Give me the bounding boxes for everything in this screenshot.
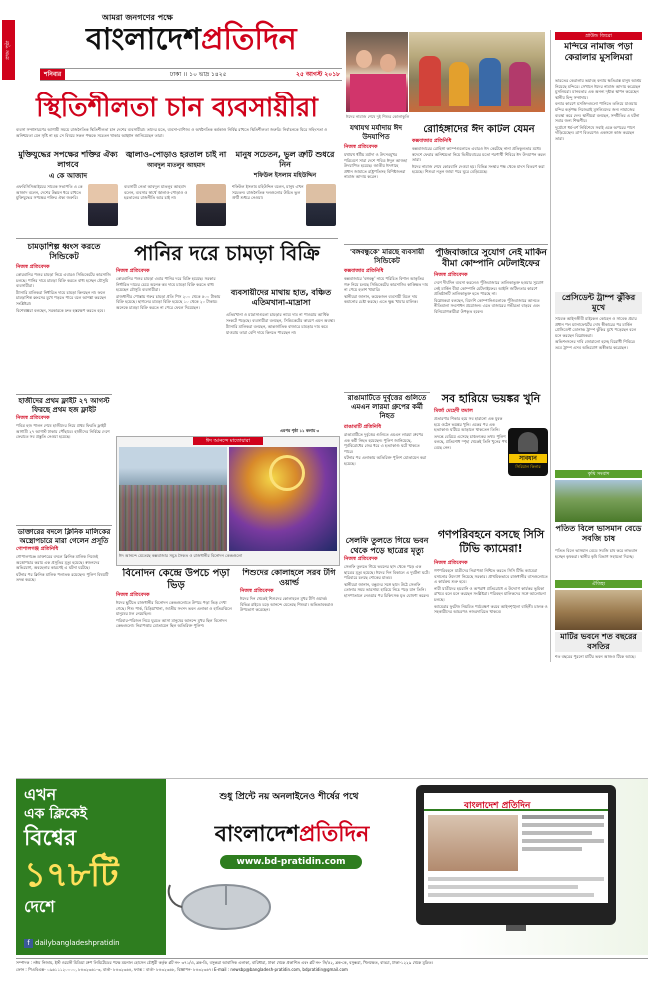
ad-line-5: দেশে (24, 897, 55, 916)
left-story-1-body: কোরবানির পশুর চামড়া নিয়ে এবারও সিন্ডিকেটের কারসাজি চলছে। পানির দামে চামড়া বিক্রি করতে বাধ্য হচ্ছেন মৌসুমি ব্যবসায়ীরা। ট্যানারি মালিকরা নির্ধারিত দামে চামড়া কিনছেন না। ফলে চামড়াশিল্প ধ্বংসের মুখে পড়তে পারে বলে আশঙ্কা করছেন সংশ্লিষ্টরা। বিশেষজ্ঞরা বলছেন, সরকারকে দ্রুত হস্তক্ষেপ করতে হবে। (16, 272, 111, 313)
dateline-bar (40, 68, 342, 81)
skin-body-right: এতিমখানা ও মাদ্রাসাগুলো চামড়ার ন্যায্য দাম না পাওয়ায় আর্থিক সংকটে পড়েছে। ব্যবসায়ীরা বলছেন, সিন্ডিকেটের কারণে এমন অবস্থা। ট্যানারি মালিকরা বলছেন, আন্তর্জাতিক বাজারে চামড়ার দাম কমে যাওয়ায় তারা বেশি দামে কিনতে পারছেন না। (226, 312, 335, 335)
oped-1-body: এফবিসিসিআইয়ের সাবেক সভাপতি এ কে আজাদ বলেন, দেশের উন্নয়ন ধরে রাখতে মুক্তিযুদ্ধের সপক্ষের শক্তির ঐক্য জরুরি। (16, 184, 83, 201)
ad-line-4: ১৭৮টি (24, 855, 119, 895)
rule-under-oped (16, 238, 338, 239)
right-story-4-body: শত বছরের পুরনো মাটির ভবন আজও টিকে আছে। (555, 654, 636, 659)
left-story-3-byline: গোপালগঞ্জ প্রতিনিধি (16, 546, 59, 552)
rule-mid-2 (344, 392, 430, 393)
right-story-3-title: পতিত বিলে ভাসমান বেডে সবজি চাষ (555, 524, 642, 543)
eid-girls-photo (346, 32, 408, 112)
oped-1-title: মুক্তিযুদ্ধের সপক্ষের শক্তির ঐক্য লাগবে (18, 150, 118, 169)
monitor-icon (416, 785, 616, 925)
bottom-story-3 (344, 536, 430, 772)
rohingya-photo (409, 32, 545, 112)
left-story-1-byline: নিজস্ব প্রতিবেদক (16, 264, 50, 270)
oped-3 (232, 150, 338, 238)
metlife-body: দেশে দীর্ঘদিন ব্যবসা করলেও পুঁজিবাজারে তালিকাভুক্ত হওয়ার সুযোগ নেই মার্কিন বীমা কোম্পানি মেটলাইফের। আইনি জটিলতার কারণে প্রতিষ্ঠানটি তালিকাভুক্ত হতে পারছে না। বিশ্লেষকরা বলছেন, বিদেশি কোম্পানিগুলোকে পুঁজিবাজারে আনতে নীতিমালা সংশোধন প্রয়োজন। এতে বাজারের গভীরতা বাড়বে এবং বিনিয়োগকারীরা উপকৃত হবেন। (434, 280, 544, 314)
rohingya-byline: কক্সবাজার প্রতিনিধি (412, 138, 452, 144)
oped-3-photo (306, 184, 336, 226)
cctv-byline: নিজস্ব প্রতিবেদক (434, 560, 468, 566)
footer-line-1: সম্পাদক : নঈম নিজাম, ইস্ট ওয়েস্ট মিডিয়া গ্রুপ লিমিটেডের পক্ষে ময়নাল হোসেন চৌধুরী কর্তৃক প্লট নং- ৩৭১/এ, ব্লক-ডি, বসুন্ধরা আবাসিক এলাকা, বারিধারা, ঢাকা থেকে প্রকাশিত এবং প্লট নং- সি/৫২, ব্লক-কে, বসুন্ধরা, খিলক্ষেত, বাড্ডা, ঢাকা-১২২৯ থেকে মুদ্রিত। (16, 960, 433, 965)
ad-url[interactable]: www.bd-pratidin.com (220, 855, 362, 869)
advertisement (16, 778, 648, 955)
mud-house-photo (555, 590, 642, 630)
skin-headline: পানির দরে চামড়া বিক্রি (134, 241, 320, 265)
date-en: ২৫ আগস্ট ২০১৮ (296, 71, 340, 78)
bottom-story-3-byline: নিজস্ব প্রতিবেদক (344, 556, 378, 562)
badge-sub: সিরিয়াল কিলার (515, 464, 541, 469)
facebook-handle: dailybangladeshpratidin (35, 939, 120, 947)
murder-title: সব হারিয়ে ভয়ঙ্কর খুনি (441, 392, 541, 405)
lead-headline: স্থিতিশীলতা চান ব্যবসায়ীরা (36, 93, 318, 123)
badge-title: সাবধান (509, 454, 547, 463)
right-column (550, 30, 646, 662)
mouse-icon (166, 875, 276, 935)
cctv-title: গণপরিবহনে বসছে সিসি টিভি ক্যামেরা! (437, 528, 545, 555)
ad-facebook (24, 939, 120, 951)
oped-3-byline: শফিউল ইসলাম মহিউদ্দিন (253, 172, 317, 179)
ad-logo-accent: প্রতিদিন (299, 822, 370, 847)
lead-body: ব্যবসা সম্প্রসারণের আগামী সময়ে রাজনৈতিক স্থিতিশীলতা চান দেশের ব্যবসায়ীরা। তাদের মতে, ব্যবসা-বাণিজ্য ও অর্থনৈতিক কর্মকাণ্ড নির্বিঘ্ন রাখতে স্থিতিশীলতা জরুরি। নির্বাচনকে ঘিরে সহিংসতা ও অনিশ্চয়তা যেন সৃষ্টি না হয় সে বিষয়ে সকল পক্ষকে সচেতন থাকার আহ্বান জানিয়েছেন তারা। (16, 127, 328, 138)
monitor-screen (424, 793, 608, 903)
oped-1-byline: এ কে আজাদ (48, 172, 88, 180)
left-story-2-body: পবিত্র হজ পালন শেষে হাজীদের নিয়ে প্রথম ফিরতি ফ্লাইট আগামী ২৭ আগস্ট ঢাকায় পৌঁছাবে। হাজীদের নির্বিঘ্নে দেশে ফেরাতে সব প্রস্তুতি নেওয়া হয়েছে। (16, 423, 110, 440)
left-story-2-byline: নিজস্ব প্রতিবেদক (16, 415, 50, 421)
floating-bed-photo (555, 480, 642, 522)
oped-2-photo (196, 184, 226, 226)
skin-more: এরপর পৃষ্ঠা ১১ কলাম ৩ (280, 428, 320, 433)
right-story-2-body: সাবেক আইনজীবী মাইকেল কোহেন ও সাবেক প্রচার প্রধান পল ম্যানাফোর্টের দোষ স্বীকারের পর মার্কিন প্রেসিডেন্ট ডোনাল্ড ট্রাম্প ঝুঁকির মুখে পড়েছেন বলে মনে করছেন বিশ্লেষকরা। অভিশংসনের দাবি জোরালো হচ্ছে বিরোধী শিবিরে। তবে ট্রাম্প এসব অভিযোগ অস্বীকার করেছেন। (555, 316, 637, 350)
right-story-3-body: পতিত বিলে ভাসমান বেডে সবজি চাষ করে লাভবান হচ্ছেন কৃষকরা। স্থানীয় কৃষি বিভাগ সহায়তা দিচ্ছে। (555, 548, 638, 559)
bongobondhu-body: কক্সবাজারে 'বঙ্গবন্ধু' নামে পরিচিত বিশাল আকৃতির গরু নিয়ে চলছে সিন্ডিকেটের কারসাজি। কাঙ্ক্ষিত দাম না পেয়ে হতাশ খামারি। স্থানীয়রা জানান, কয়েকজন ব্যবসায়ী মিলে দাম কমানোর চেষ্টা করছে। এতে ক্ষুব্ধ খামার মালিক। (344, 276, 428, 305)
bottom-story-3-body: সেলফি তুলতে গিয়ে ভবনের ছাদ থেকে পড়ে এক ছাত্রের মৃত্যু হয়েছে। ঈদের দিন বিকালে এ দুর্ঘটনা ঘটে। পরিবারে চলছে শোকের মাতম। স্থানীয়রা জানান, বন্ধুদের সঙ্গে ছাদে উঠে সেলফি তোলার সময় ভারসাম্য হারিয়ে নিচে পড়ে যান তিনি। হাসপাতালে নেওয়ার পর চিকিৎসক মৃত ঘোষণা করেন। (344, 564, 430, 598)
bottom-story-1-byline: নিজস্ব প্রতিবেদক (116, 592, 150, 598)
screen-logo: বাংলাদেশ প্রতিদিন (464, 801, 531, 811)
skin-byline: নিজস্ব প্রতিবেদক (116, 268, 150, 274)
ad-tagline: শুধু প্রিন্টে নয় অনলাইনেও শীর্ষের পথে (219, 792, 359, 802)
oped-1 (16, 150, 120, 238)
ad-line-3: বিশ্বের (24, 826, 77, 851)
eid-story-byline: নিজস্ব প্রতিবেদক (344, 144, 378, 150)
rohingya-caption: ঈদের নামাজ শেষে দুই শিশুর কোলাকুলি (346, 114, 410, 119)
eid-story-body: যথাযথ ধর্মীয় মর্যাদা ও উৎসবমুখর পরিবেশে সারা দেশে পবিত্র ঈদুল আজহা উদযাপিত হয়েছে। জাতীয় ঈদগাহে প্রধান জামাতে রাষ্ট্রপতিসহ বিশিষ্টজনরা নামাজ আদায় করেন। (344, 152, 408, 180)
skin-body-left: কোরবানির পশুর চামড়া এবার পানির দরে বিক্রি হয়েছে। সরকার নির্ধারিত দামের চেয়ে অনেক কম দামে চামড়া বিক্রি করতে বাধ্য হয়েছেন মৌসুমি ব্যবসায়ীরা। রাজধানীর পোস্তায় গরুর চামড়া প্রতি পিস ২০০ থেকে ৫০০ টাকায় বিক্রি হয়েছে। ছাগলের চামড়া বিক্রি হয়েছে ১০ থেকে ২০ টাকায়। অনেকে চামড়া বিক্রি করতে না পেরে ফেলে দিয়েছেন। (116, 276, 221, 310)
rangamati-body: রাঙামাটিতে দুর্বৃত্তের গুলিতে এমএন লারমা গ্রুপের এক কর্মী নিহত হয়েছেন। পুলিশ জানিয়েছে, পূর্ববিরোধের জের ধরে এ হত্যাকাণ্ড ঘটে থাকতে পারে। ঘটনার পর এলাকায় অতিরিক্ত পুলিশ মোতায়েন করা হয়েছে। (344, 432, 427, 466)
masthead (16, 8, 340, 90)
bongobondhu-title: 'বঙ্গবন্ধুকে' মারছে ব্যবসায়ী সিন্ডিকেট (349, 248, 425, 265)
footer-line-2: ফোন : পিএবিএক্স- ০৯৬১১১২০০০০, ৮৪৩২৩৬১-৩, বার্তা- ৮৪৩২৩৬৪, ফ্যাক্স : বার্তা- ৮৪৩২৩৬৮, বিজ্ঞাপন- ৮৪৩২৩৬৭। E-mail : newsbp@bangladesh-pratidin.com, bdpratidin@gmail.com (16, 967, 348, 972)
oped-1-photo (88, 184, 118, 226)
beach-photo (119, 447, 227, 551)
ad-line-1: এখন (24, 785, 57, 804)
logo-accent: প্রতিদিন (200, 22, 297, 57)
tagline: আমরা জনগণের পক্ষে (102, 13, 173, 22)
photo-story-label: ঈদ আনন্দে মাতোয়ারা (193, 437, 263, 445)
rohingya-body: কক্সবাজারের রোহিঙ্গা ক্যাম্পগুলোতে এবারও ঈদ কেটেছে নানা প্রতিকূলতার মধ্যে। স্বদেশে ফেরার অনিশ্চয়তা নিয়ে দ্বিতীয়বারের মতো শরণার্থী শিবিরে ঈদ উদযাপন করল তারা। ঈদের নামাজ শেষে কোরবানি দেওয়া হয়। বিভিন্ন সংস্থার পক্ষ থেকে মাংস বিতরণ করা হয়েছে। শিশুরা নতুন জামা পরে ঘুরে বেড়িয়েছে। (412, 146, 546, 175)
metlife-title: পুঁজিবাজারে সুযোগ নেই মার্কিন বীমা কোম্পানি মেটলাইফের (435, 248, 547, 269)
footer (16, 958, 648, 983)
left-story-1-title: চামড়াশিল্প ধ্বংস করতে সিন্ডিকেট (27, 242, 101, 261)
bongobondhu-byline: কক্সবাজার প্রতিনিধি (344, 268, 384, 274)
metlife-byline: নিজস্ব প্রতিবেদক (434, 272, 468, 278)
logo-main: বাংলাদেশ (86, 22, 201, 57)
ad-line-2: এক ক্লিকেই (24, 806, 87, 822)
bottom-story-1-title: বিনোদন কেন্দ্রে উপচে পড়া ভিড় (122, 568, 230, 591)
oped-3-title: মানুষ সচেতন, ভুল ত্রুটি শুধরে নিন (235, 150, 335, 169)
rangamati-title: রাঙামাটিতে দুর্বৃত্তের গুলিতে এমএন লারমা গ্রুপের কর্মী নিহত (347, 394, 427, 420)
murder-body: প্রতারণার শিকার হয়ে সব হারানো এক যুবক হয়ে ওঠেন ভয়ঙ্কর খুনি। একের পর এক হত্যাকাণ্ড ঘটিয়ে আড়ালে থাকতেন তিনি। তদন্তে বেরিয়ে এসেছে চাঞ্চল্যকর তথ্য। পুলিশ বলছে, প্রতিশোধ স্পৃহা থেকেই তিনি খুনের পথ বেছে নেন। (434, 416, 507, 450)
bottom-story-1-body: ঈদের ছুটিতে রাজধানীর বিনোদন কেন্দ্রগুলোতে উপচে পড়া ভিড় দেখা গেছে। শিশু পার্ক, চিড়িয়াখানা, জাতীয় সংসদ ভবন এলাকা ও হাতিরঝিলে মানুষের ঢল নেমেছিল। পরিবার-পরিজন নিয়ে ঘুরতে আসা মানুষের আনন্দে মুখর ছিল বিনোদন কেন্দ্রগুলো। নিরাপত্তায় মোতায়েন ছিল অতিরিক্ত পুলিশ। (116, 600, 232, 629)
oped-2-body: ব্যবসায়ী নেতা আবদুল মাতলুব আহমাদ বলেন, ব্যবসার স্বার্থে জ্বালাও-পোড়াও ও হরতালের রাজনীতি আর চাই না। (124, 184, 188, 201)
section-label-agri: কৃষি সংবাদ (555, 470, 642, 478)
bottom-story-2-byline: নিজস্ব প্রতিবেদক (240, 588, 274, 594)
fair-photo (229, 447, 337, 551)
rule-mid-1 (344, 244, 548, 245)
right-story-1-title: মন্দিরে নামাজ পড়া কেরালার মুসলিমরা (564, 42, 633, 63)
photo-story (116, 436, 340, 566)
left-story-3-title: ডাক্তারের বদলে ক্লিনিক মালিকের অস্ত্রোপচারে মারা গেলেন প্রসূতি (17, 528, 111, 545)
ad-logo-main: বাংলাদেশ (214, 822, 300, 847)
screen-header (424, 793, 608, 811)
right-story-4-title: মাটির ভবনে শত বছরের বসতির (555, 632, 642, 652)
left-column (16, 242, 112, 772)
facebook-icon: f (24, 939, 33, 948)
bottom-story-3-title: সেলফি তুলতে গিয়ে ভবন থেকে পড়ে ছাত্রের মৃত্যু (345, 536, 429, 555)
skin-kicker: ব্যবসায়ীদের মাথায় হাত, বঞ্চিত এতিমখানা-মাদ্রাসা (230, 288, 332, 307)
page-side-tab (2, 20, 15, 80)
left-story-2-title: হাজীদের প্রথম ফ্লাইট ২৭ আগস্ট ফিরছে প্রথম হজ ফ্লাইট (18, 397, 110, 414)
oped-2 (124, 150, 228, 238)
oped-2-title: জ্বালাও-পোড়াও হরতাল চাই না (125, 150, 227, 159)
side-tab-label: প্রথম পৃষ্ঠা (5, 40, 11, 60)
oped-row (16, 150, 338, 238)
ad-logo (202, 821, 382, 849)
rule-left-1 (16, 394, 112, 395)
oped-3-body: শফিউল ইসলাম মহিউদ্দিন বলেন, মানুষ এখন সচেতন। রাজনৈতিক দলগুলোর উচিত ভুল ত্রুটি শুধরে নেওয়া। (232, 184, 304, 201)
right-story-2-title: প্রেসিডেন্ট ট্রাম্প ঝুঁকির মুখে (555, 292, 642, 314)
ad-left-panel (16, 779, 166, 955)
section-label-heritage: ঐতিহ্য (555, 580, 642, 588)
serial-killer-badge (508, 428, 548, 476)
photo-story-caption: ঈদ আনন্দে মেতেছে কক্সবাজার সমুদ্র সৈকত ও রাজধানীর বিনোদন কেন্দ্রগুলো (119, 553, 243, 558)
oped-2-byline: আবদুল মাতলুব আহমাদ (147, 162, 205, 169)
murder-byline: মির্জা মেহেদী তমাল (434, 408, 473, 414)
eid-story-title: যথাযথ মর্যাদায় ঈদ উদযাপিত (349, 124, 403, 141)
day-label: শনিবার (40, 69, 65, 80)
rule-left-2 (16, 525, 112, 526)
masthead-logo (86, 22, 297, 58)
left-story-3-body: গোপালগঞ্জে ডাক্তারের বদলে ক্লিনিক মালিক নিজেই অস্ত্রোপচার করায় এক প্রসূতির মৃত্যু হয়েছে। স্বজনদের অভিযোগ, অবহেলার কারণেই এ ঘটনা ঘটেছে। ঘটনার পর ক্লিনিক মালিক পলাতক রয়েছেন। পুলিশ বিষয়টি তদন্ত করছে। (16, 554, 109, 583)
bottom-story-1 (116, 568, 236, 772)
rangamati-byline: রাঙামাটি প্রতিনিধি (344, 424, 382, 430)
dateline: ঢাকা ।। ১০ ভাদ্র ১৪২৫ (170, 71, 227, 78)
cctv-body: গণপরিবহনে যাত্রীদের নিরাপত্তা নিশ্চিত করতে সিসি টিভি ক্যামেরা বসানোর উদ্যোগ নিয়েছে সরকার। প্রাথমিকভাবে রাজধানীর বাসগুলোতে এ কার্যক্রম শুরু হবে। নারী যাত্রীদের হয়রানি ও অপরাধ প্রতিরোধে এ উদ্যোগ কার্যকর ভূমিকা রাখবে বলে মনে করছেন সংশ্লিষ্টরা। পরিবহন মালিকদের সঙ্গে আলোচনা চলছে। ক্যামেরার ফুটেজ নিয়মিত পর্যবেক্ষণ করবে আইনশৃঙ্খলা বাহিনী। চালক ও সহকারীদের আচরণও নজরদারিতে থাকবে। (434, 568, 548, 615)
rohingya-title: রোহিঙ্গাদের ঈদ কাটল যেমন (423, 124, 535, 135)
right-story-1-body: ভারতের কেরালায় ভয়াবহ বন্যায় ক্ষতিগ্রস্ত মানুষ আশ্রয় নিয়েছে মন্দিরে। সেখানে ঈদের নামাজ আদায় করেছেন মুসলিমরা। মানবতার এক অনন্য দৃষ্টান্ত স্থাপন করেছেন স্থানীয় হিন্দু সম্প্রদায়। বন্যার কারণে মসজিদগুলো পানিতে তলিয়ে যাওয়ায় মন্দির কর্তৃপক্ষ নিজেরাই মুসলিমদের জন্য নামাজের ব্যবস্থা করে দেন। স্থানীয়রা বলছেন, সম্প্রীতির এ ঘটনা সবার জন্য শিক্ষণীয়। দুর্যোগে ধর্ম-বর্ণ নির্বিশেষে সবাই একে অপরের পাশে দাঁড়িয়েছেন। ত্রাণ বিতরণেও একসঙ্গে কাজ করছেন তারা। (555, 78, 642, 141)
section-label-ground-zero: গ্রাউন্ড জিরো (555, 32, 642, 40)
bottom-story-2-body: ঈদের দিন থেকেই শিশুদের কোলাহলে মুখর টগি ওয়ার্ল্ড। বিভিন্ন রাইডে চড়ে আনন্দে মেতেছে শিশুরা। অভিভাবকরাও উপভোগ করেছেন। (240, 596, 334, 613)
bottom-story-2 (240, 568, 338, 772)
bottom-story-2-title: শিশুদের কোলাহলে সরব টগি ওয়ার্ল্ড (242, 568, 336, 587)
